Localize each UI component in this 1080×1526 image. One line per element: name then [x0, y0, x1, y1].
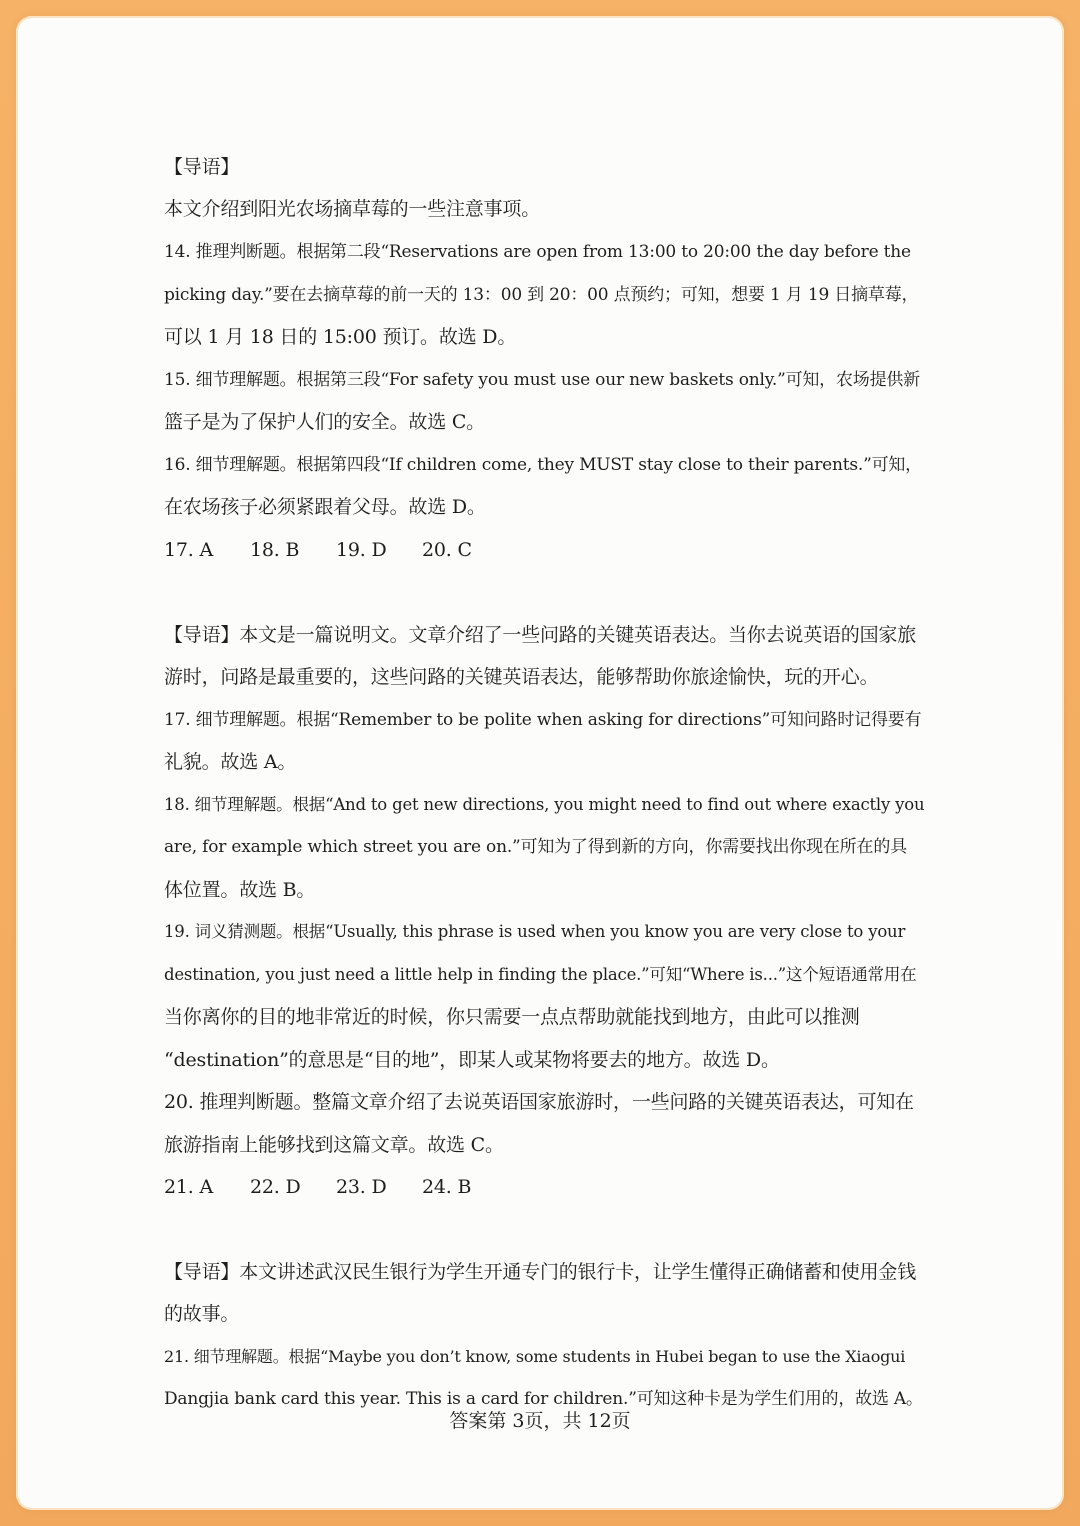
section3-line: 【导语】本文讲述武汉民生银行为学生开通专门的银行卡，让学生懂得正确储蓄和使用金钱	[164, 1261, 917, 1283]
section1-line: 篮子是为了保护人们的安全。故选 C。	[164, 411, 485, 433]
section1-summary: 本文介绍到阳光农场摘草莓的一些注意事项。	[164, 198, 541, 220]
section3-line: Dangjia bank card this year. This is a card for children.”可知这种卡是为学生们用的，故选 A。	[164, 1389, 923, 1409]
answer-item: 22. D	[250, 1176, 301, 1198]
answer-item: 19. D	[336, 539, 387, 561]
section1-answer-row	[164, 537, 508, 563]
page-footer: 答案第 3页，共 12页	[449, 1410, 631, 1432]
section2-line: 当你离你的目的地非常近的时候，你只需要一点点帮助就能找到地方，由此可以推测	[164, 1006, 860, 1028]
section2-line: 19. 词义猜测题。根据“Usually, this phrase is used when you know you are very close to your	[164, 922, 906, 941]
section1-line: picking day.”要在去摘草莓的前一天的 13：00 到 20：00 点预约；可知，想要 1 月 19 日摘草莓，	[164, 285, 919, 305]
answer-item: 24. B	[422, 1176, 472, 1198]
section2-line: “destination”的意思是“目的地”，即某人或某物将要去的地方。故选 D。	[164, 1049, 780, 1071]
answer-item: 17. A	[164, 539, 213, 561]
section2-line: 礼貌。故选 A。	[164, 751, 297, 773]
section1-line: 14. 推理判断题。根据第二段“Reservations are open from 13:00 to 20:00 the day before the	[164, 242, 911, 262]
answer-item: 18. B	[250, 539, 300, 561]
section2-line: 18. 细节理解题。根据“And to get new directions, you might need to find out where exactly you	[164, 795, 925, 814]
section1-line: 可以 1 月 18 日的 15:00 预订。故选 D。	[164, 326, 517, 348]
section2-line: 17. 细节理解题。根据“Remember to be polite when asking for directions”可知问路时记得要有	[164, 710, 922, 730]
section2-line: 体位置。故选 B。	[164, 879, 316, 901]
section3-line: 21. 细节理解题。根据“Maybe you don’t know, some students in Hubei began to use the Xiaogui	[164, 1347, 906, 1366]
section2-line: destination, you just need a little help in finding the place.”可知“Where is...”这个短语通常用在	[164, 965, 917, 984]
section2-answer-row	[164, 1174, 508, 1200]
answer-item: 21. A	[164, 1176, 213, 1198]
section1-header: 【导语】	[164, 156, 240, 178]
document-page	[16, 16, 1064, 1510]
section2-line: 【导语】本文是一篇说明文。文章介绍了一些问路的关键英语表达。当你去说英语的国家旅	[164, 624, 917, 646]
answer-item: 20. C	[422, 539, 472, 561]
section1-line: 15. 细节理解题。根据第三段“For safety you must use our new baskets only.”可知，农场提供新	[164, 370, 920, 390]
section2-line: 旅游指南上能够找到这篇文章。故选 C。	[164, 1134, 504, 1156]
section1-line: 16. 细节理解题。根据第四段“If children come, they MUST stay close to their parents.”可知，	[164, 455, 922, 475]
section2-line: are, for example which street you are on.”可知为了得到新的方向，你需要找出你现在所在的具	[164, 837, 907, 857]
section2-line: 游时，问路是最重要的，这些问路的关键英语表达，能够帮助你旅途愉快，玩的开心。	[164, 666, 879, 688]
section2-line: 20. 推理判断题。整篇文章介绍了去说英语国家旅游时，一些问路的关键英语表达，可知在	[164, 1091, 914, 1113]
section3-line: 的故事。	[164, 1303, 240, 1325]
answer-item: 23. D	[336, 1176, 387, 1198]
section1-line: 在农场孩子必须紧跟着父母。故选 D。	[164, 496, 486, 518]
